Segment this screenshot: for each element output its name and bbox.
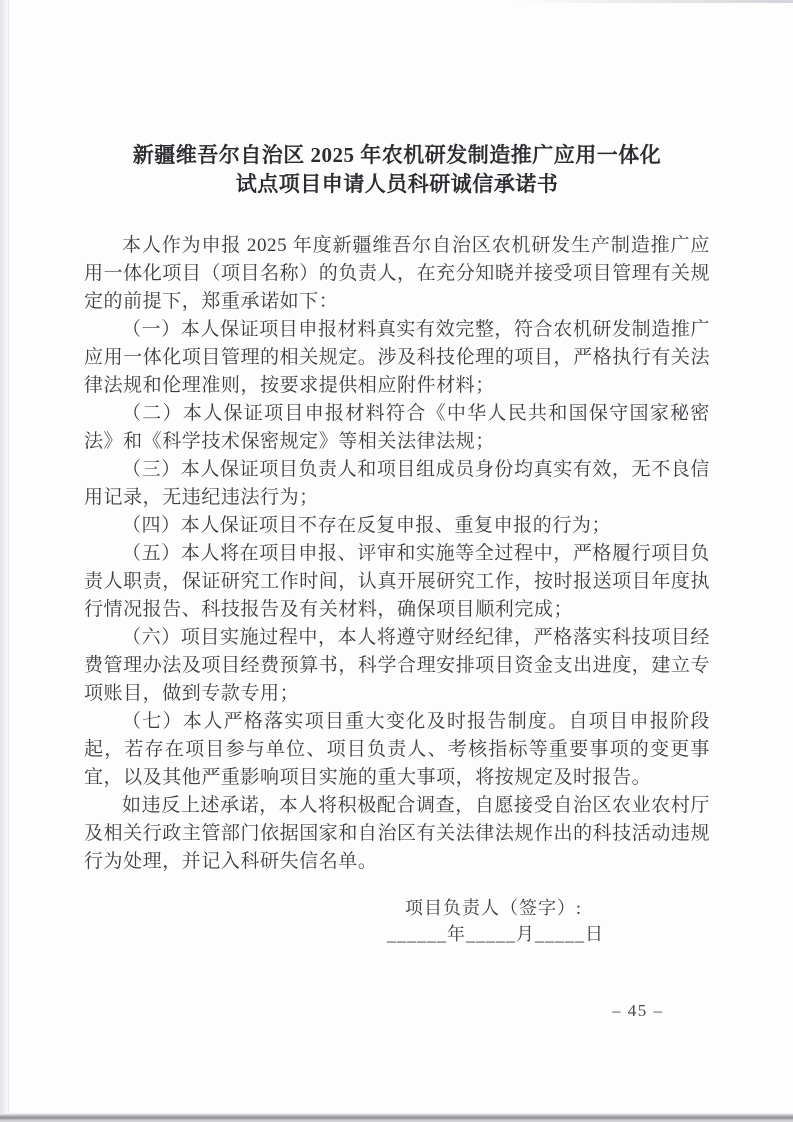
- signature-block: [387, 895, 710, 947]
- scan-edge-left: [0, 0, 9, 1122]
- paragraph-item-2: （二）本人保证项目申报材料符合《中华人民共和国保守国家秘密法》和《科学技术保密规定》等相关法律法规；: [84, 403, 710, 452]
- paragraph-item-5: （五）本人将在项目申报、评审和实施等全过程中，严格履行项目负责人职责，保证研究工作时间，认真开展研究工作，按时报送项目年度执行情况报告、科技报告及有关材料，确保项目顺利完成；: [84, 543, 710, 620]
- document-title-line1: 新疆维吾尔自治区 2025 年农机研发制造推广应用一体化: [132, 143, 662, 167]
- page-content: [84, 0, 710, 947]
- signature-date-line: ______年_____月_____日: [387, 924, 604, 944]
- paragraph-closing: 如违反上述承诺，本人将积极配合调查，自愿接受自治区农业农村厅及相关行政主管部门依据国家和自治区有关法律法规作出的科技活动违规行为处理，并记入科研失信名单。: [84, 795, 710, 872]
- document-title: [84, 141, 710, 199]
- paragraph-item-1: （一）本人保证项目申报材料真实有效完整，符合农机研发制造推广应用一体化项目管理的相关规定。涉及科技伦理的项目，严格执行有关法律法规和伦理准则，按要求提供相应附件材料；: [84, 319, 710, 396]
- scan-edge-bottom: [0, 1113, 793, 1122]
- document-body: [84, 232, 710, 876]
- paragraph-item-3: （三）本人保证项目负责人和项目组成员身份均真实有效，无不良信用记录，无违纪违法行为；: [84, 459, 710, 508]
- signature-signer-label: 项目负责人（签字）:: [405, 898, 583, 918]
- document-title-line2: 试点项目申请人员科研诚信承诺书: [235, 172, 559, 196]
- paragraph-item-4: （四）本人保证项目不存在反复申报、重复申报的行为；: [122, 515, 612, 536]
- page-number: – 45 –: [612, 1001, 664, 1020]
- paragraph-intro: 本人作为申报 2025 年度新疆维吾尔自治区农机研发生产制造推广应用一体化项目（项目名称）的负责人，在充分知晓并接受项目管理有关规定的前提下，郑重承诺如下：: [84, 235, 710, 312]
- paragraph-item-6: （六）项目实施过程中，本人将遵守财经纪律，严格落实科技项目经费管理办法及项目经费预算书，科学合理安排项目资金支出进度，建立专项账目，做到专款专用；: [84, 627, 710, 704]
- paragraph-item-7: （七）本人严格落实项目重大变化及时报告制度。自项目申报阶段起，若存在项目参与单位、项目负责人、考核指标等重要事项的变更事宜，以及其他严重影响项目实施的重大事项，将按规定及时报告。: [84, 711, 710, 788]
